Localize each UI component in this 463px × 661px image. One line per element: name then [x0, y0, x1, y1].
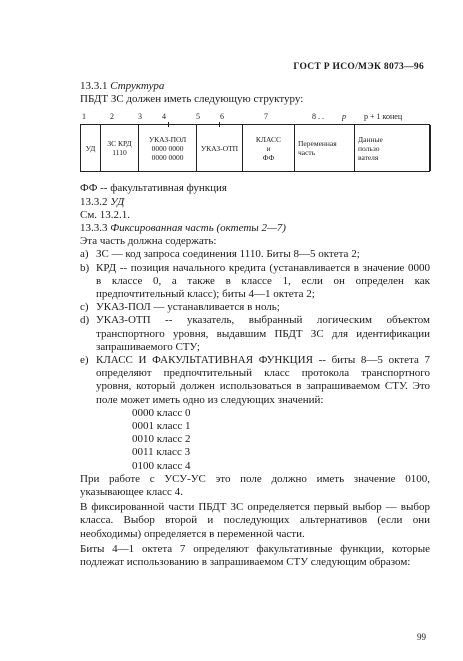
octet-divider-tick — [168, 122, 169, 127]
octet-number: p + 1 конец — [364, 112, 403, 122]
octet-number: 6 — [220, 112, 224, 122]
class-values — [80, 407, 430, 473]
section-number: 13.3.1 — [80, 80, 108, 92]
class-value: 0011 класс 3 — [132, 446, 191, 459]
cr-tpdu-structure-table — [80, 124, 430, 172]
octet-number: p — [342, 112, 346, 122]
structure-intro: ПБДТ ЗС должен иметь следующую структуру: — [80, 93, 304, 106]
octet-number: 5 — [196, 112, 200, 122]
octet-number-row — [80, 110, 430, 122]
page-number: 99 — [417, 632, 426, 642]
paragraph: Биты 4—1 октета 7 определяют факультативные функции, которые подлежат использованию в запрашиваемом СТУ следующим образом: — [80, 542, 430, 569]
class-value: 0100 класс 4 — [132, 459, 191, 472]
paragraph: В фиксированной части ПБДТ ЗС определяется первый выбор — выбор класса. Выбор второй и последующих альтернативов (если они необходимы) определяется в переменной части. — [80, 501, 430, 540]
table-cell: Переменная часть — [295, 125, 355, 171]
table-cell: УКАЗ-ОТП — [197, 125, 243, 171]
document-body — [80, 80, 430, 569]
ff-definition: ФФ -- факультативная функция — [80, 182, 227, 195]
class-value: 0001 класс 1 — [132, 420, 191, 433]
subsection-heading: 13.3.2 УД — [80, 195, 125, 208]
paragraph: При работе с УСУ-УС это поле должно иметь значение 0100, указывающее класс 4. — [80, 472, 430, 499]
subsection-heading: 13.3.3 Фиксированная часть (октеты 2—7) — [80, 222, 286, 235]
list-intro: Эта часть должна содержать: — [80, 235, 217, 248]
table-cell: КЛАСС и ФФ — [243, 125, 295, 171]
octet-number: 2 — [110, 112, 114, 122]
class-value: 0010 класс 2 — [132, 433, 191, 446]
octet-divider-tick — [219, 122, 220, 127]
page-header: ГОСТ Р ИСО/МЭК 8073—96 — [293, 62, 424, 72]
list-item: a) ЗС — код запроса соединения 1110. Биты 8—5 октета 2; — [80, 248, 360, 261]
list-item: e) КЛАСС И ФАКУЛЬТАТИВНАЯ ФУНКЦИЯ -- биты 8—5 октета 7 определяют предпочтительный класс протокола транспортного уровня, который должен использоваться в запрашиваемом СТУ. Это поле может иметь одно из следующих значений: — [80, 354, 430, 406]
octet-number: 1 — [82, 112, 86, 122]
table-cell: УД — [81, 125, 101, 171]
class-value: 0000 класс 0 — [132, 406, 191, 419]
octet-number: 8 . . — [312, 112, 324, 122]
list-item: b) КРД -- позиция начального кредита (устанавливается в значение 0000 в классе 0, а также в классе 1, если он определен как предпочтительный класс); биты 4—1 октета 2; — [80, 261, 430, 301]
section-heading — [80, 80, 430, 93]
list-item: d) УКАЗ-ОТП -- указатель, выбранный логическим объектом транспортного уровня, выдавшим ПБДТ ЗС для идентификации запрашиваемого СТУ; — [80, 314, 430, 353]
list-item: c) УКАЗ-ПОЛ — устанавливается в ноль; — [80, 301, 280, 314]
table-cell: УКАЗ-ПОЛ 0000 0000 0000 0000 — [139, 125, 197, 171]
section-title: Структура — [110, 80, 165, 92]
octet-number: 3 — [138, 112, 142, 122]
table-cell: Данные пользо вателя — [355, 125, 431, 171]
octet-number: 7 — [264, 112, 268, 122]
table-cell: ЗС КРД 1110 — [101, 125, 139, 171]
cross-reference: См. 13.2.1. — [80, 208, 131, 221]
octet-number: 4 — [162, 112, 166, 122]
field-list — [80, 248, 430, 406]
